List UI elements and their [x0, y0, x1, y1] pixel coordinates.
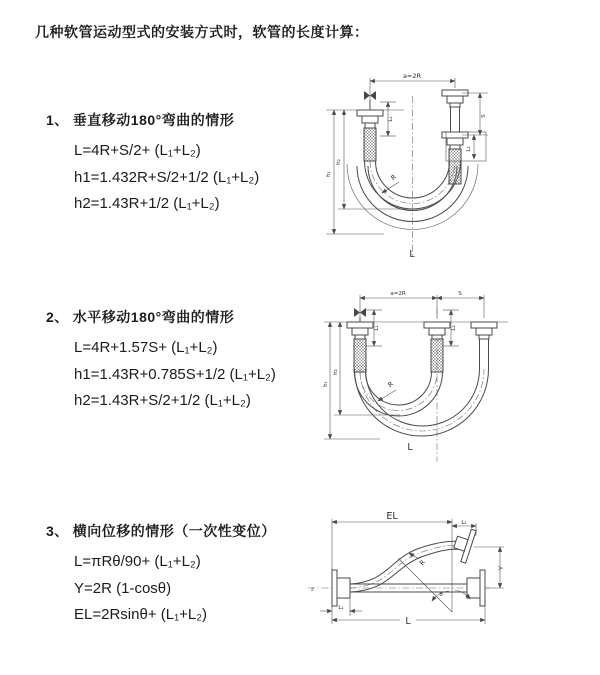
braided-hose-section: [354, 339, 366, 372]
section-3-formulas: [74, 549, 276, 629]
extended-length-label: EL: [386, 511, 398, 522]
upper-flange-fitting-moved-position: [450, 526, 476, 563]
middle-fitting: [424, 322, 450, 372]
braided-hose-section: [449, 149, 461, 184]
left-fitting-dimension-label: L₁: [338, 605, 344, 611]
section-1-number: 1、: [46, 112, 69, 128]
section-1-heading: [46, 110, 259, 130]
dimension-stroke: [462, 93, 488, 135]
left-fitting: [347, 322, 373, 372]
page-title: 几种软管运动型式的安装方式时，软管的长度计算：: [35, 24, 369, 40]
section-3-heading: [46, 521, 276, 541]
dimension-span: [360, 291, 484, 318]
right-fitting-dimension-label: L₂: [466, 146, 472, 152]
bend-radius-label: R: [386, 379, 396, 389]
dimension-left-fitting: [320, 598, 362, 616]
right-fitting-dimension-label: L₂: [451, 325, 457, 331]
radius-callout: [382, 173, 399, 193]
section-2-formulas: [74, 335, 276, 415]
left-fitting-dimension-label: L₁: [374, 325, 380, 331]
left-fitting: [357, 110, 383, 161]
bend-radius-label: R: [389, 172, 399, 182]
left-fitting-dimension-label: L₁: [388, 116, 394, 122]
right-fitting-dimension-label: L₂: [461, 520, 467, 526]
stroke-dimension-label: S: [481, 114, 487, 118]
section-1-formulas: [74, 138, 259, 218]
section-lateral-displacement: [46, 521, 276, 629]
dimension-hose-length: [332, 606, 485, 627]
formula-L: L=4R+1.57S+ (L₁+L₂): [74, 339, 218, 356]
height-h1-label: h₁: [323, 381, 329, 387]
hose-length-label: L: [409, 249, 415, 260]
height-h2-label: h₂: [333, 369, 339, 375]
radius-callout: [409, 553, 427, 567]
section-horizontal-movement: [46, 307, 276, 415]
hose-arcs: [355, 339, 489, 436]
section-2-heading: [46, 307, 276, 327]
hose-length-label: L: [407, 442, 413, 453]
section-3-number: 3、: [46, 523, 69, 539]
section-2-number: 2、: [46, 309, 69, 325]
diagram-horizontal-180-bend: [312, 284, 600, 469]
formula-h2: h2=1.43R+S/2+1/2 (L₁+L₂): [74, 392, 251, 409]
right-flange-fitting-original-position: [467, 570, 485, 606]
section-3-heading-text: 横向位移的情形（一次性变位）: [72, 523, 276, 539]
centerlines: [370, 96, 455, 256]
diagram-vertical-180-bend: [312, 66, 600, 264]
right-fitting-moved-position: [471, 322, 497, 339]
lateral-offset-label: Y: [497, 566, 505, 570]
formula-L: L=4R+S/2+ (L₁+L₂): [74, 142, 201, 159]
braided-hose-section: [431, 339, 443, 372]
dimension-left-fitting: [380, 102, 396, 136]
radius-callout: [378, 380, 396, 401]
hose-length-label: L: [405, 616, 411, 627]
stroke-dimension-label: S: [458, 291, 462, 297]
height-h1-label: h₁: [326, 171, 332, 177]
section-vertical-movement: [46, 110, 259, 218]
bend-radius-label: R: [417, 558, 427, 568]
formula-h1: h1=1.432R+S/2+1/2 (L₁+L₂): [74, 168, 260, 186]
right-fitting-upper-position: [442, 90, 468, 132]
formula-EL: EL=2Rsinθ+ (L₁+L₂): [74, 606, 208, 623]
section-2-heading-text: 水平移动180°弯曲的情形: [72, 309, 235, 325]
formula-L: L=πRθ/90+ (L₁+L₂): [74, 553, 201, 570]
span-dimension-label: a=2R: [402, 72, 422, 80]
break-mark-label: z: [311, 586, 314, 593]
formula-Y: Y=2R (1-cosθ): [74, 579, 172, 597]
diagram-lateral-displacement: [300, 502, 600, 652]
formula-h1: h1=1.43R+0.785S+1/2 (L₁+L₂): [74, 365, 276, 383]
height-h2-label: h₂: [336, 159, 342, 165]
span-dimension-label: a=2R: [390, 291, 406, 297]
section-1-heading-text: 垂直移动180°弯曲的情形: [72, 112, 235, 128]
bend-angle-label: θ: [439, 592, 443, 598]
formula-h2: h2=1.43R+1/2 (L₁+L₂): [74, 195, 220, 212]
braided-hose-section: [364, 128, 376, 161]
left-flange-fitting: [332, 570, 350, 606]
angle-construction: [398, 558, 470, 612]
dimension-stroke: [437, 291, 484, 298]
